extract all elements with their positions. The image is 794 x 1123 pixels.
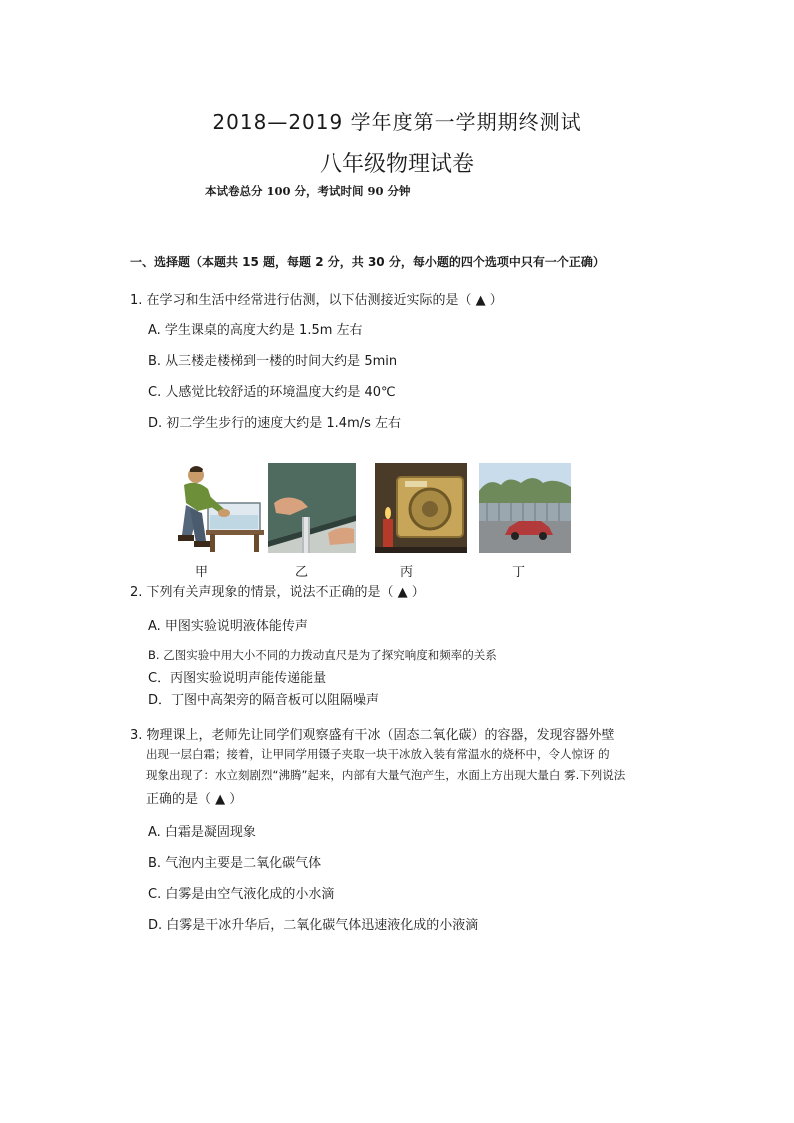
exam-meta: 本试卷总分 100 分，考试时间 90 分钟 <box>205 184 411 198</box>
figure-row <box>168 463 572 555</box>
exam-subtitle: 八年级物理试卷 <box>319 152 474 177</box>
question-3-option-b: B. 气泡内主要是二氧化碳气体 <box>148 856 322 871</box>
section-heading: 一、选择题（本题共 15 题，每题 2 分，共 30 分，每小题的四个选项中只有一个正确） <box>130 255 605 269</box>
figure-label-jia: 甲 <box>195 565 209 580</box>
question-3-option-d: D. 白雾是干冰升华后，二氧化碳气体迅速液化成的小液滴 <box>148 918 479 933</box>
question-1-stem: 1. 在学习和生活中经常进行估测，以下估测接近实际的是（ ▲ ） <box>130 293 503 308</box>
question-3-stem-line-2: 出现一层白霜；接着，让甲同学用镊子夹取一块干冰放入装有常温水的烧杯中，令人惊讶 的 <box>146 747 610 761</box>
question-2-option-a: A. 甲图实验说明液体能传声 <box>148 619 308 634</box>
question-3-option-a: A. 白霜是凝固现象 <box>148 825 256 840</box>
question-3-option-c: C. 白雾是由空气液化成的小水滴 <box>148 887 335 902</box>
figure-ding-highway-barrier <box>479 463 571 553</box>
question-3-stem-line-4: 正确的是（ ▲ ） <box>146 792 243 807</box>
figure-label-yi: 乙 <box>295 565 309 580</box>
question-3-stem-line-1: 3. 物理课上，老师先让同学们观察盛有干冰（固态二氧化碳）的容器，发现容器外壁 <box>130 728 615 743</box>
figure-bing-speaker-candle <box>375 463 467 553</box>
question-1-option-a: A. 学生课桌的高度大约是 1.5m 左右 <box>148 323 363 338</box>
question-1-option-b: B. 从三楼走楼梯到一楼的时间大约是 5min <box>148 354 398 369</box>
question-1-option-d: D. 初二学生步行的速度大约是 1.4m/s 左右 <box>148 416 402 431</box>
question-2-option-b: B. 乙图实验中用大小不同的力拨动直尺是为了探究响度和频率的关系 <box>148 648 497 662</box>
figure-yi-ruler-table <box>268 463 356 553</box>
figure-label-bing: 丙 <box>400 565 414 580</box>
question-2-option-c: C．丙图实验说明声能传递能量 <box>148 671 327 686</box>
question-2-stem: 2. 下列有关声现象的情景，说法不正确的是（ ▲ ） <box>130 585 425 600</box>
figure-label-ding: 丁 <box>512 565 526 580</box>
question-1-option-c: C. 人感觉比较舒适的环境温度大约是 40℃ <box>148 385 396 400</box>
question-2-option-d: D．丁图中高架旁的隔音板可以阻隔噪声 <box>148 693 380 708</box>
question-3-stem-line-3: 现象出现了：水立刻剧烈“沸腾”起来，内部有大量气泡产生，水面上方出现大量白 雾.下列说法 <box>146 768 626 782</box>
figure-jia-person-aquarium <box>168 463 264 553</box>
exam-title: 2018—2019 学年度第一学期期终测试 <box>212 110 582 134</box>
